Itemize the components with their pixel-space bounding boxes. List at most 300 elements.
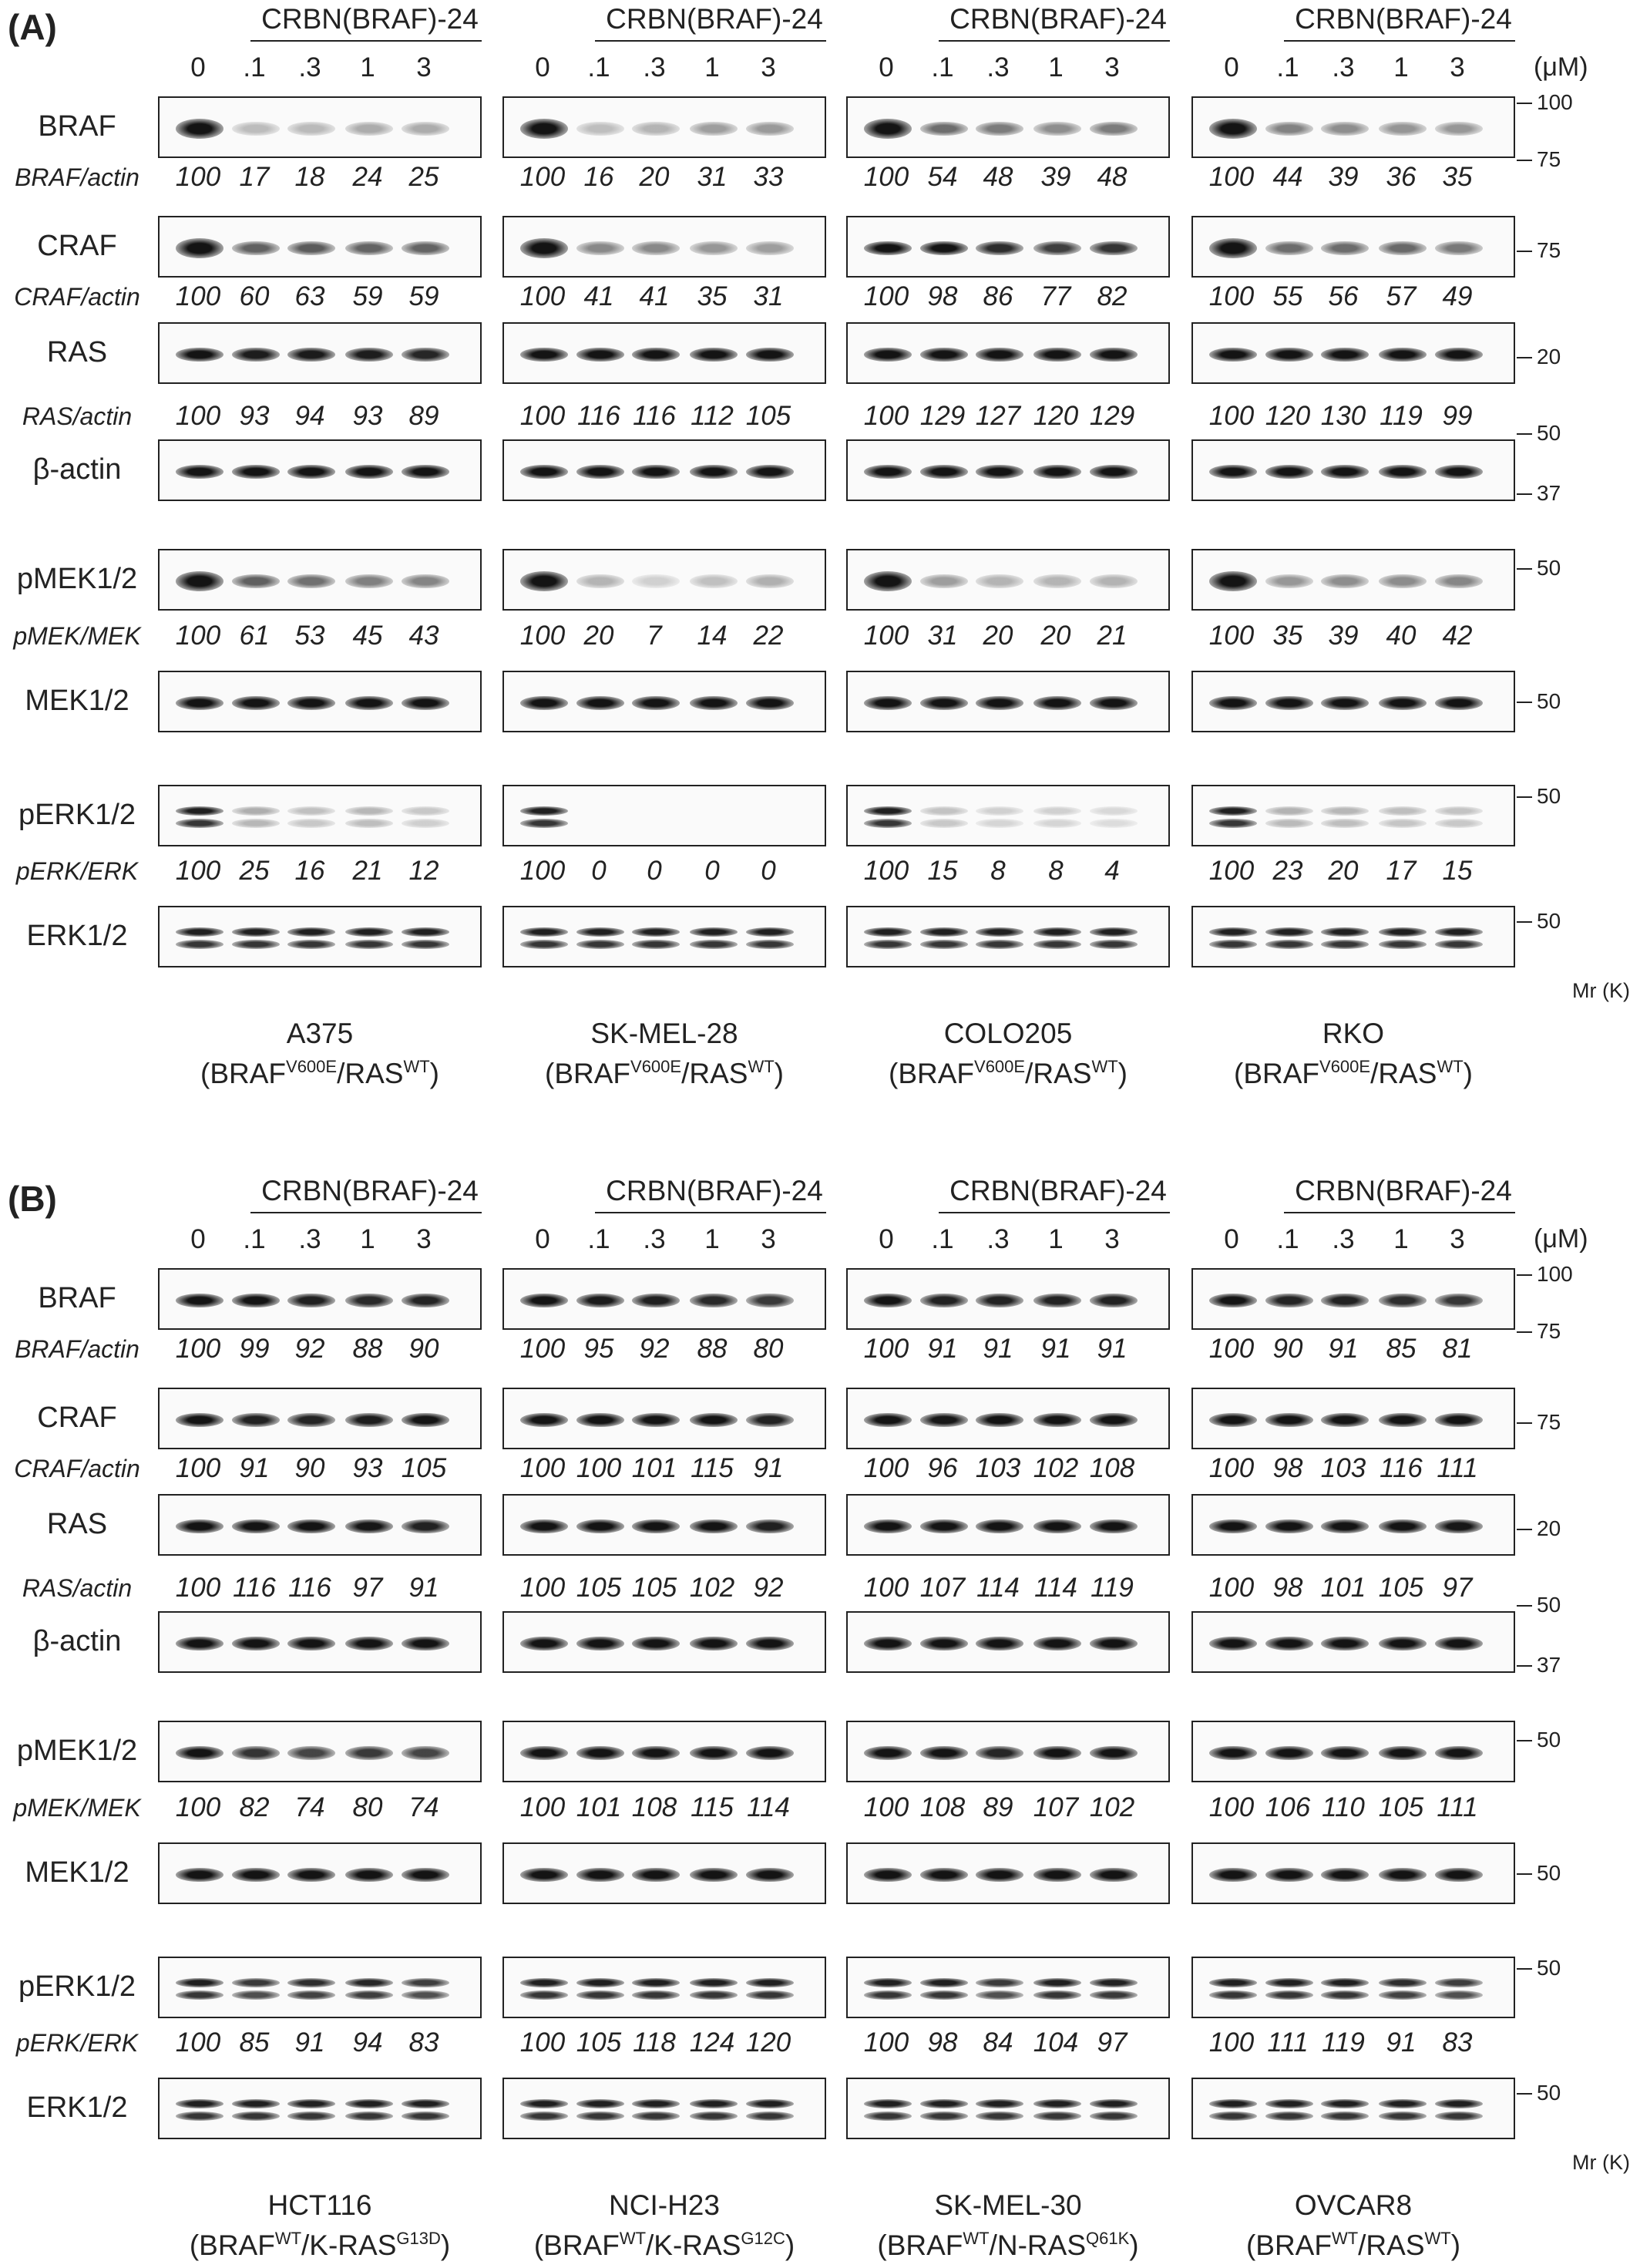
protein-band (1090, 574, 1138, 588)
protein-band (1321, 348, 1369, 362)
blot-image (846, 1957, 1170, 2018)
protein-band (1435, 1990, 1483, 2000)
protein-band (576, 1990, 624, 2000)
protein-band (402, 1294, 449, 1307)
ratio-value: 89 (408, 401, 439, 431)
cell-line-genotype: $(BRAF^{WT}/K-RAS^{G13D})$ (189, 2229, 451, 2261)
blot-image (846, 671, 1170, 732)
ratio-value: 7 (647, 621, 662, 651)
mw-marker: 50 (1537, 2081, 1561, 2105)
protein-band (1379, 696, 1427, 710)
protein-band (1209, 1868, 1257, 1882)
ratio-value: 4 (1104, 856, 1120, 886)
protein-band (1209, 1294, 1257, 1307)
cell-line-genotype: $(BRAF^{WT}/RAS^{WT})$ (1245, 2229, 1461, 2261)
ratio-value: 104 (1033, 2027, 1079, 2058)
ratio-value: 55 (1272, 281, 1303, 311)
protein-band (920, 465, 968, 479)
ratio-value: 90 (294, 1453, 325, 1483)
protein-band (287, 465, 335, 479)
protein-band (287, 2099, 335, 2108)
ratio-value: 35 (1442, 162, 1473, 192)
protein-band (690, 1978, 738, 1987)
protein-band (632, 1294, 680, 1307)
ratio-value: 20 (1040, 621, 1071, 651)
protein-band (632, 348, 680, 362)
protein-band (232, 241, 280, 255)
lane-label: .1 (243, 1224, 266, 1254)
protein-band (287, 1413, 335, 1427)
ratio-value: 106 (1265, 1792, 1311, 1822)
protein-band (176, 1519, 223, 1533)
protein-band (176, 1413, 223, 1427)
mw-marker: 75 (1537, 147, 1561, 171)
ratio-value: 41 (583, 281, 614, 311)
blot-image (846, 1611, 1170, 1673)
protein-band (632, 1868, 680, 1882)
treatment-header: CRBN(BRAF)-24 (949, 3, 1167, 35)
protein-band (746, 1978, 794, 1987)
protein-band (746, 1868, 794, 1882)
protein-band (864, 819, 912, 828)
lane-label: 3 (416, 52, 432, 82)
marker-tick (1517, 1740, 1532, 1741)
protein-band (976, 1868, 1023, 1882)
marker-tick (1517, 1422, 1532, 1424)
blot-row-label: BRAF (38, 1282, 116, 1314)
protein-band (1033, 2112, 1081, 2121)
lane-label: 3 (416, 1224, 432, 1254)
ratio-value: 91 (1040, 1334, 1071, 1364)
ratio-value: 130 (1320, 401, 1366, 431)
protein-band (1033, 1978, 1081, 1987)
ratio-value: 108 (919, 1792, 966, 1822)
protein-band (232, 940, 280, 949)
ratio-value: 15 (1442, 856, 1473, 886)
protein-band (1033, 348, 1081, 362)
protein-band (520, 1294, 568, 1307)
ratio-value: 59 (352, 281, 383, 311)
protein-band (1090, 819, 1138, 828)
mw-marker: 50 (1537, 556, 1561, 580)
treatment-rule (595, 40, 826, 42)
treatment-header: CRBN(BRAF)-24 (261, 1175, 479, 1206)
protein-band (402, 1990, 449, 2000)
protein-band (1209, 1413, 1257, 1427)
protein-band (402, 927, 449, 937)
protein-band (402, 2112, 449, 2121)
marker-tick (1517, 1665, 1532, 1667)
protein-band (287, 1978, 335, 1987)
protein-band (976, 940, 1023, 949)
protein-band (345, 819, 393, 828)
protein-band (920, 348, 968, 362)
ratio-value: 12 (408, 856, 439, 886)
cell-line-genotype: $(BRAF^{V600E}/RAS^{WT})$ (545, 1057, 784, 1089)
protein-band (1435, 1519, 1483, 1533)
ratio-value: 100 (576, 1453, 622, 1483)
marker-tick (1517, 796, 1532, 798)
protein-band (1321, 1990, 1369, 2000)
protein-band (1379, 122, 1427, 136)
blot-image (158, 549, 482, 611)
ratio-value: 119 (1322, 2027, 1365, 2058)
marker-tick (1517, 2093, 1532, 2095)
protein-band (1090, 348, 1138, 362)
cell-line-label (143, 2186, 497, 2266)
ratio-value: 21 (352, 856, 383, 886)
ratio-value: 100 (1208, 621, 1255, 651)
protein-band (345, 696, 393, 710)
protein-band (1321, 122, 1369, 136)
protein-band (402, 241, 449, 255)
protein-band (345, 348, 393, 362)
mw-marker: 100 (1537, 1262, 1573, 1286)
protein-band (176, 696, 223, 710)
protein-band (632, 1746, 680, 1760)
protein-band (1435, 122, 1483, 136)
ratio-value: 48 (983, 162, 1013, 192)
blot-image (158, 1842, 482, 1904)
ratio-value: 97 (1442, 1573, 1473, 1603)
protein-band (1379, 1637, 1427, 1651)
ratio-value: 54 (927, 162, 958, 192)
lane-label: .1 (1276, 52, 1299, 82)
protein-band (1209, 1978, 1257, 1987)
protein-band (920, 122, 968, 136)
protein-band (1090, 2099, 1138, 2108)
blot-image (1191, 1388, 1515, 1449)
mw-marker: 50 (1537, 1956, 1561, 1980)
ratio-value: 41 (639, 281, 670, 311)
blot-image (1191, 549, 1515, 611)
protein-band (1090, 1746, 1138, 1760)
lane-label: 0 (1224, 52, 1239, 82)
lane-label: .1 (587, 1224, 610, 1254)
protein-band (345, 1990, 393, 2000)
protein-band (976, 241, 1023, 255)
protein-band (232, 1637, 280, 1651)
ratio-value: 112 (691, 401, 734, 431)
ratio-value: 100 (1208, 162, 1255, 192)
lane-label: .3 (643, 1224, 666, 1254)
blot-image (502, 1494, 826, 1556)
ratio-value: 115 (691, 1792, 734, 1822)
protein-band (1435, 806, 1483, 816)
protein-band (864, 1413, 912, 1427)
ratio-value: 17 (1386, 856, 1417, 886)
protein-band (920, 940, 968, 949)
protein-band (920, 2099, 968, 2108)
protein-band (1321, 1978, 1369, 1987)
protein-band (864, 1637, 912, 1651)
protein-band (920, 1519, 968, 1533)
ratio-value: 91 (1328, 1334, 1359, 1364)
lane-label: 1 (360, 1224, 375, 1254)
ratio-value: 100 (519, 621, 566, 651)
protein-band (976, 819, 1023, 828)
blot-image (502, 906, 826, 967)
protein-band (1265, 1519, 1313, 1533)
protein-band (287, 806, 335, 816)
marker-tick (1517, 702, 1532, 703)
lane-label: 1 (360, 52, 375, 82)
ratio-value: 101 (1320, 1573, 1366, 1603)
ratio-value: 124 (689, 2027, 735, 2058)
blot-image (502, 1611, 826, 1673)
protein-band (232, 2099, 280, 2108)
blot-row-label: BRAF (38, 110, 116, 143)
ratio-value: 92 (753, 1573, 784, 1603)
protein-band (345, 806, 393, 816)
blot-image (846, 1721, 1170, 1782)
blot-image (502, 785, 826, 846)
ratio-value: 56 (1328, 281, 1359, 311)
ratio-value: 105 (576, 1573, 622, 1603)
protein-band (576, 465, 624, 479)
blot-image (846, 1388, 1170, 1449)
cell-line-genotype: $(BRAF^{WT}/N-RAS^{Q61K})$ (877, 2229, 1139, 2261)
ratio-value: 103 (975, 1453, 1021, 1483)
ratio-value: 82 (1097, 281, 1128, 311)
protein-band (1090, 2112, 1138, 2121)
ratio-value: 0 (704, 856, 720, 886)
protein-band (690, 1294, 738, 1307)
protein-band (864, 465, 912, 479)
ratio-value: 91 (294, 2027, 325, 2058)
mw-marker: 50 (1537, 1728, 1561, 1751)
blot-image (1191, 1611, 1515, 1673)
ratio-value: 82 (239, 1792, 270, 1822)
blot-image (1191, 1721, 1515, 1782)
lane-label: .3 (1332, 1224, 1355, 1254)
protein-band (520, 465, 568, 479)
protein-band (520, 927, 568, 937)
protein-band (1321, 1637, 1369, 1651)
protein-band (1435, 574, 1483, 588)
mw-marker: 100 (1537, 90, 1573, 114)
protein-band (1321, 1868, 1369, 1882)
protein-band (976, 1990, 1023, 2000)
blot-row-label: pERK1/2 (18, 1970, 136, 2003)
protein-band (1033, 1294, 1081, 1307)
protein-band (287, 927, 335, 937)
lane-label: 3 (1104, 52, 1120, 82)
treatment-rule (1284, 40, 1515, 42)
treatment-rule (250, 1212, 482, 1213)
protein-band (1379, 1990, 1427, 2000)
protein-band (176, 1990, 223, 2000)
protein-band (520, 1637, 568, 1651)
protein-band (402, 819, 449, 828)
protein-band (746, 1294, 794, 1307)
protein-band (1209, 806, 1257, 816)
protein-band (690, 927, 738, 937)
blot-image (502, 671, 826, 732)
protein-band (1379, 1519, 1427, 1533)
ratio-value: 105 (1378, 1573, 1424, 1603)
cell-line-name: COLO205 (943, 1018, 1073, 1049)
protein-band (920, 927, 968, 937)
protein-band (576, 574, 624, 588)
ratio-value: 39 (1328, 162, 1359, 192)
ratio-value: 98 (927, 2027, 958, 2058)
ratio-value: 107 (1033, 1792, 1079, 1822)
protein-band (402, 122, 449, 136)
ratio-value: 98 (927, 281, 958, 311)
protein-band (690, 2112, 738, 2121)
protein-band (1209, 1519, 1257, 1533)
protein-band (1379, 940, 1427, 949)
protein-band (976, 574, 1023, 588)
blot-image (502, 1957, 826, 2018)
protein-band (690, 1868, 738, 1882)
protein-band (1265, 574, 1313, 588)
ratio-value: 100 (519, 162, 566, 192)
protein-band (1209, 348, 1257, 362)
blot-image (502, 96, 826, 158)
protein-band (345, 1868, 393, 1882)
protein-band (1265, 2099, 1313, 2108)
ratio-value: 80 (753, 1334, 784, 1364)
protein-band (920, 2112, 968, 2121)
protein-band (1265, 1637, 1313, 1651)
protein-band (1209, 465, 1257, 479)
protein-band (520, 238, 568, 258)
protein-band (1435, 2099, 1483, 2108)
protein-band (1435, 1978, 1483, 1987)
protein-band (1033, 465, 1081, 479)
ratio-label: pMEK/MEK (13, 622, 141, 650)
ratio-value: 92 (294, 1334, 325, 1364)
ratio-value: 91 (408, 1573, 439, 1603)
cell-line-label (831, 2186, 1185, 2266)
ratio-value: 116 (633, 401, 676, 431)
protein-band (1209, 571, 1257, 591)
lane-label: 1 (1393, 52, 1409, 82)
protein-band (1321, 2099, 1369, 2108)
treatment-rule (939, 1212, 1170, 1213)
lane-label: .3 (986, 52, 1010, 82)
protein-band (920, 241, 968, 255)
protein-band (690, 1637, 738, 1651)
mw-marker: 20 (1537, 345, 1561, 368)
protein-band (920, 1413, 968, 1427)
protein-band (1090, 940, 1138, 949)
ratio-value: 31 (753, 281, 784, 311)
mw-marker: 50 (1537, 689, 1561, 713)
ratio-value: 100 (175, 1453, 221, 1483)
protein-band (176, 819, 223, 828)
ratio-label: BRAF/actin (15, 1335, 139, 1363)
protein-band (1435, 927, 1483, 937)
protein-band (1321, 819, 1369, 828)
protein-band (1033, 940, 1081, 949)
protein-band (287, 1519, 335, 1533)
ratio-value: 74 (294, 1792, 325, 1822)
protein-band (1435, 1294, 1483, 1307)
ratio-value: 99 (239, 1334, 270, 1364)
blot-image (158, 216, 482, 278)
lane-label: .1 (1276, 1224, 1299, 1254)
protein-band (1265, 1413, 1313, 1427)
protein-band (920, 1294, 968, 1307)
ratio-value: 59 (408, 281, 439, 311)
blot-image (158, 96, 482, 158)
protein-band (1033, 2099, 1081, 2108)
protein-band (520, 1978, 568, 1987)
protein-band (1321, 696, 1369, 710)
protein-band (1435, 1413, 1483, 1427)
protein-band (1209, 1746, 1257, 1760)
protein-band (920, 1990, 968, 2000)
mw-marker: 50 (1537, 909, 1561, 933)
protein-band (864, 696, 912, 710)
blot-image (846, 439, 1170, 501)
protein-band (287, 819, 335, 828)
ratio-value: 85 (239, 2027, 270, 2058)
ratio-value: 49 (1442, 281, 1473, 311)
marker-tick (1517, 160, 1532, 161)
protein-band (632, 1990, 680, 2000)
blot-image (502, 439, 826, 501)
protein-band (176, 1294, 223, 1307)
protein-band (1033, 1637, 1081, 1651)
marker-tick (1517, 357, 1532, 358)
protein-band (176, 119, 223, 139)
protein-band (1265, 122, 1313, 136)
protein-band (345, 1978, 393, 1987)
protein-band (345, 1637, 393, 1651)
protein-band (1265, 241, 1313, 255)
blot-row-label: pMEK1/2 (16, 1735, 138, 1767)
protein-band (520, 571, 568, 591)
protein-band (287, 1294, 335, 1307)
protein-band (287, 1868, 335, 1882)
mw-marker: 50 (1537, 1861, 1561, 1885)
lane-label: 0 (535, 1224, 550, 1254)
protein-band (746, 927, 794, 937)
treatment-header: CRBN(BRAF)-24 (949, 1175, 1167, 1206)
ratio-value: 111 (1437, 1453, 1478, 1483)
protein-band (1265, 819, 1313, 828)
ratio-value: 100 (175, 281, 221, 311)
protein-band (176, 940, 223, 949)
blot-image (1191, 216, 1515, 278)
protein-band (1090, 122, 1138, 136)
protein-band (576, 1746, 624, 1760)
blot-image (1191, 439, 1515, 501)
ratio-value: 20 (983, 621, 1013, 651)
protein-band (1209, 927, 1257, 937)
ratio-value: 17 (239, 162, 270, 192)
panel-label: (B) (8, 1179, 57, 1219)
protein-band (690, 122, 738, 136)
ratio-value: 85 (1386, 1334, 1417, 1364)
protein-band (864, 348, 912, 362)
protein-band (1265, 348, 1313, 362)
protein-band (1379, 2112, 1427, 2121)
protein-band (1265, 940, 1313, 949)
protein-band (746, 348, 794, 362)
ratio-value: 100 (1208, 281, 1255, 311)
protein-band (1033, 574, 1081, 588)
ratio-value: 8 (990, 856, 1006, 886)
protein-band (632, 122, 680, 136)
protein-band (345, 2099, 393, 2108)
ratio-value: 100 (519, 401, 566, 431)
protein-band (632, 696, 680, 710)
